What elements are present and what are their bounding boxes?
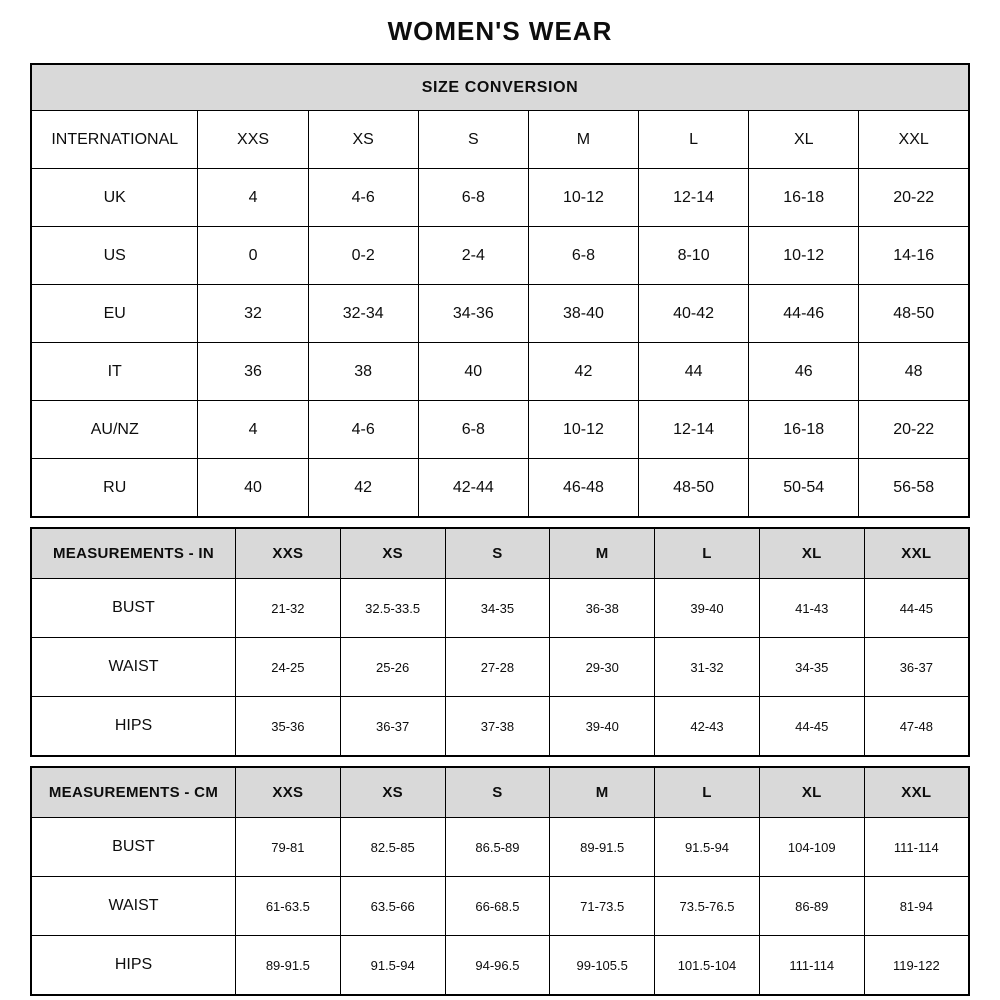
- value-cell: 42: [528, 343, 638, 401]
- value-cell: 10-12: [749, 227, 859, 285]
- column-header: XS: [340, 528, 445, 579]
- value-cell: 27-28: [445, 638, 550, 697]
- value-cell: 4-6: [308, 401, 418, 459]
- table-row: [31, 697, 969, 757]
- value-cell: 91.5-94: [655, 818, 760, 877]
- column-header: XS: [308, 111, 418, 169]
- column-header: S: [445, 767, 550, 818]
- value-cell: 44-46: [749, 285, 859, 343]
- measurements-cm-table: [30, 766, 970, 996]
- table-row: [31, 936, 969, 996]
- value-cell: 12-14: [639, 401, 749, 459]
- column-header: XL: [749, 111, 859, 169]
- table-row: [31, 343, 969, 401]
- table-row: [31, 877, 969, 936]
- value-cell: 8-10: [639, 227, 749, 285]
- row-label: WAIST: [31, 638, 235, 697]
- size-conversion-table: [30, 63, 970, 518]
- value-cell: 16-18: [749, 401, 859, 459]
- value-cell: 4: [198, 401, 308, 459]
- value-cell: 34-36: [418, 285, 528, 343]
- value-cell: 42-44: [418, 459, 528, 518]
- value-cell: 32.5-33.5: [340, 579, 445, 638]
- value-cell: 63.5-66: [340, 877, 445, 936]
- measurements-in-table: [30, 527, 970, 757]
- column-header: XXL: [859, 111, 969, 169]
- row-label: IT: [31, 343, 198, 401]
- value-cell: 34-35: [445, 579, 550, 638]
- value-cell: 71-73.5: [550, 877, 655, 936]
- column-header: XL: [759, 767, 864, 818]
- value-cell: 86-89: [759, 877, 864, 936]
- value-cell: 41-43: [759, 579, 864, 638]
- column-header: XS: [340, 767, 445, 818]
- value-cell: 4-6: [308, 169, 418, 227]
- value-cell: 48: [859, 343, 969, 401]
- column-header: XXS: [198, 111, 308, 169]
- value-cell: 29-30: [550, 638, 655, 697]
- value-cell: 73.5-76.5: [655, 877, 760, 936]
- value-cell: 38-40: [528, 285, 638, 343]
- value-cell: 82.5-85: [340, 818, 445, 877]
- column-header: M: [528, 111, 638, 169]
- value-cell: 44-45: [864, 579, 969, 638]
- value-cell: 39-40: [655, 579, 760, 638]
- value-cell: 10-12: [528, 401, 638, 459]
- value-cell: 99-105.5: [550, 936, 655, 996]
- page-title: WOMEN'S WEAR: [387, 16, 613, 46]
- column-header: M: [550, 528, 655, 579]
- value-cell: 89-91.5: [550, 818, 655, 877]
- value-cell: 6-8: [418, 169, 528, 227]
- value-cell: 38: [308, 343, 418, 401]
- table-row: [31, 638, 969, 697]
- column-header: XXL: [864, 767, 969, 818]
- value-cell: 46-48: [528, 459, 638, 518]
- value-cell: 44-45: [759, 697, 864, 757]
- value-cell: 48-50: [859, 285, 969, 343]
- value-cell: 0-2: [308, 227, 418, 285]
- value-cell: 2-4: [418, 227, 528, 285]
- table-row: [31, 818, 969, 877]
- value-cell: 32-34: [308, 285, 418, 343]
- value-cell: 91.5-94: [340, 936, 445, 996]
- column-header: MEASUREMENTS - CM: [31, 767, 235, 818]
- value-cell: 79-81: [235, 818, 340, 877]
- row-label: UK: [31, 169, 198, 227]
- table-row: [31, 401, 969, 459]
- table-banner: SIZE CONVERSION: [31, 64, 969, 111]
- value-cell: 36-37: [864, 638, 969, 697]
- value-cell: 44: [639, 343, 749, 401]
- value-cell: 32: [198, 285, 308, 343]
- column-header: L: [655, 528, 760, 579]
- table-row: [31, 285, 969, 343]
- row-label: BUST: [31, 579, 235, 638]
- table-row: [31, 169, 969, 227]
- value-cell: 37-38: [445, 697, 550, 757]
- row-label: AU/NZ: [31, 401, 198, 459]
- column-header: XXL: [864, 528, 969, 579]
- value-cell: 81-94: [864, 877, 969, 936]
- value-cell: 40-42: [639, 285, 749, 343]
- value-cell: 4: [198, 169, 308, 227]
- value-cell: 20-22: [859, 169, 969, 227]
- value-cell: 39-40: [550, 697, 655, 757]
- value-cell: 36: [198, 343, 308, 401]
- value-cell: 66-68.5: [445, 877, 550, 936]
- value-cell: 6-8: [418, 401, 528, 459]
- column-header: MEASUREMENTS - IN: [31, 528, 235, 579]
- value-cell: 40: [418, 343, 528, 401]
- value-cell: 40: [198, 459, 308, 518]
- value-cell: 0: [198, 227, 308, 285]
- value-cell: 16-18: [749, 169, 859, 227]
- value-cell: 111-114: [864, 818, 969, 877]
- column-header: S: [418, 111, 528, 169]
- value-cell: 119-122: [864, 936, 969, 996]
- row-label: HIPS: [31, 936, 235, 996]
- column-header: XL: [759, 528, 864, 579]
- value-cell: 50-54: [749, 459, 859, 518]
- value-cell: 14-16: [859, 227, 969, 285]
- row-label: RU: [31, 459, 198, 518]
- value-cell: 101.5-104: [655, 936, 760, 996]
- value-cell: 20-22: [859, 401, 969, 459]
- value-cell: 56-58: [859, 459, 969, 518]
- column-header: M: [550, 767, 655, 818]
- column-header: S: [445, 528, 550, 579]
- table-row: [31, 579, 969, 638]
- value-cell: 36-37: [340, 697, 445, 757]
- value-cell: 89-91.5: [235, 936, 340, 996]
- row-label: US: [31, 227, 198, 285]
- row-label: HIPS: [31, 697, 235, 757]
- value-cell: 47-48: [864, 697, 969, 757]
- column-header: L: [639, 111, 749, 169]
- row-label: EU: [31, 285, 198, 343]
- value-cell: 12-14: [639, 169, 749, 227]
- value-cell: 21-32: [235, 579, 340, 638]
- value-cell: 42: [308, 459, 418, 518]
- column-header: INTERNATIONAL: [31, 111, 198, 169]
- value-cell: 10-12: [528, 169, 638, 227]
- table-row: [31, 459, 969, 518]
- value-cell: 48-50: [639, 459, 749, 518]
- value-cell: 61-63.5: [235, 877, 340, 936]
- column-header: XXS: [235, 767, 340, 818]
- value-cell: 86.5-89: [445, 818, 550, 877]
- value-cell: 46: [749, 343, 859, 401]
- column-header: L: [655, 767, 760, 818]
- value-cell: 34-35: [759, 638, 864, 697]
- column-header: XXS: [235, 528, 340, 579]
- value-cell: 31-32: [655, 638, 760, 697]
- value-cell: 36-38: [550, 579, 655, 638]
- value-cell: 24-25: [235, 638, 340, 697]
- value-cell: 111-114: [759, 936, 864, 996]
- value-cell: 42-43: [655, 697, 760, 757]
- value-cell: 104-109: [759, 818, 864, 877]
- value-cell: 25-26: [340, 638, 445, 697]
- table-row: [31, 227, 969, 285]
- row-label: BUST: [31, 818, 235, 877]
- value-cell: 35-36: [235, 697, 340, 757]
- value-cell: 94-96.5: [445, 936, 550, 996]
- value-cell: 6-8: [528, 227, 638, 285]
- row-label: WAIST: [31, 877, 235, 936]
